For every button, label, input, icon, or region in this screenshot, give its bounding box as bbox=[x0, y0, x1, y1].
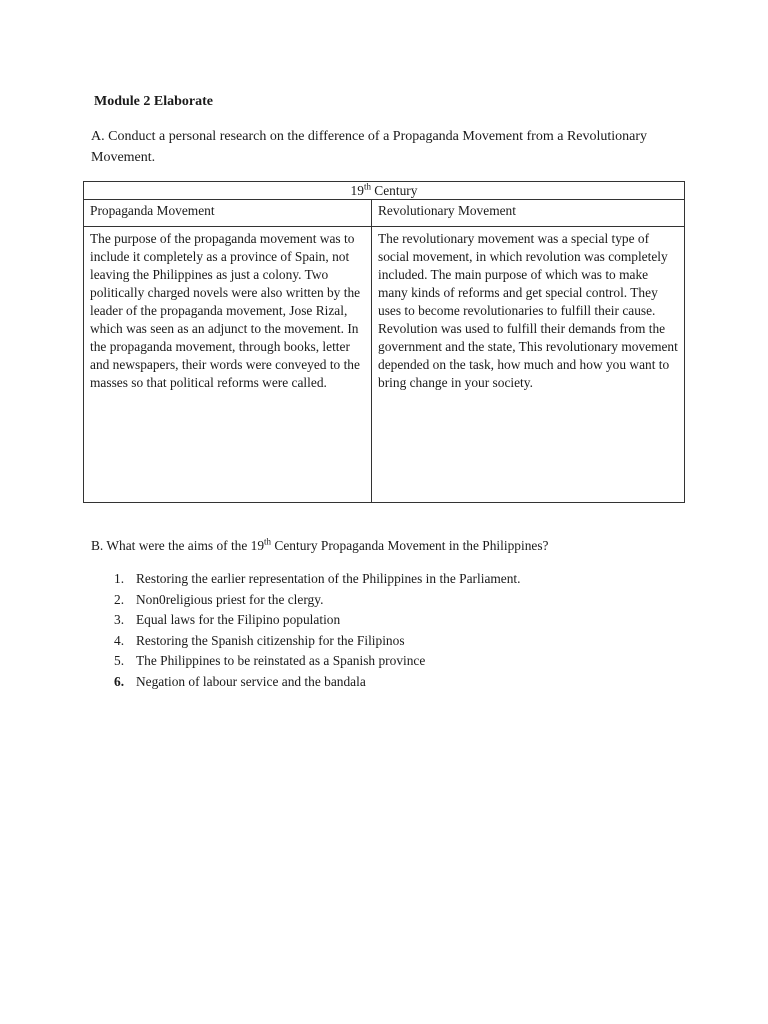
list-item-number: 2. bbox=[114, 591, 125, 607]
revolutionary-header-cell: Revolutionary Movement bbox=[372, 200, 685, 227]
list-item-number: 4. bbox=[114, 632, 125, 648]
list-item-number: 6. bbox=[114, 673, 125, 689]
part-a-prompt: A. Conduct a personal research on the difference of a Propaganda Movement from a Revolutionary Movement. bbox=[91, 129, 648, 165]
part-b-suffix: Century Propaganda Movement in the Philippines? bbox=[271, 538, 549, 553]
part-b-prefix: B. What were the aims of the 19 bbox=[91, 538, 265, 553]
century-header-cell bbox=[84, 182, 685, 200]
table-row-century bbox=[84, 182, 685, 200]
module-title: Module 2 Elaborate bbox=[94, 94, 213, 109]
list-item bbox=[106, 569, 521, 590]
list-item bbox=[106, 610, 521, 631]
century-word: Century bbox=[370, 183, 418, 198]
part-b-question bbox=[91, 537, 549, 555]
list-item bbox=[106, 672, 521, 693]
list-item bbox=[106, 631, 521, 652]
list-item-number: 3. bbox=[114, 612, 125, 627]
revolutionary-body-cell: The revolutionary movement was a special type of social movement, in which revolution was completely included. The main purpose of which was to make many kinds of reforms and get special control. They uses to become revolutionaries to fulfill their cause. Revolution was used to fulfill their demands from the government and the state, This revolutionary movement depended on the task, how much and how you want to bring change in your society. bbox=[372, 227, 685, 503]
aims-list bbox=[106, 569, 521, 692]
propaganda-header-cell: Propaganda Movement bbox=[84, 200, 372, 227]
table-row-headers bbox=[84, 200, 685, 227]
list-item bbox=[106, 651, 521, 672]
list-item-text: Negation of labour service and the bandala bbox=[136, 673, 366, 689]
list-item bbox=[106, 590, 521, 611]
century-number: 19 bbox=[350, 183, 364, 198]
list-item-text: Equal laws for the Filipino population bbox=[136, 612, 341, 627]
part-b-superscript: th bbox=[264, 536, 272, 547]
list-item-number: 5. bbox=[114, 653, 125, 668]
comparison-table bbox=[83, 181, 685, 503]
list-item-number: 1. bbox=[114, 571, 125, 586]
list-item-text: Restoring the earlier representation of the Philippines in the Parliament. bbox=[136, 571, 521, 586]
table-row-body bbox=[84, 227, 685, 503]
list-item-text: Restoring the Spanish citizenship for the Filipinos bbox=[136, 632, 405, 648]
list-item-text: The Philippines to be reinstated as a Spanish province bbox=[136, 653, 426, 668]
century-superscript: th bbox=[363, 181, 371, 192]
propaganda-body-cell: The purpose of the propaganda movement was to include it completely as a province of Spain, not leaving the Philippines as just a colony. Two politically charged novels were also written by the leader of the propaganda movement, Jose Rizal, which was seen as an adjunct to the movement. In the propaganda movement, through books, letter and newspapers, their words were conveyed to the masses so that political reforms were called. bbox=[84, 227, 372, 503]
list-item-text: Non0religious priest for the clergy. bbox=[136, 591, 324, 607]
